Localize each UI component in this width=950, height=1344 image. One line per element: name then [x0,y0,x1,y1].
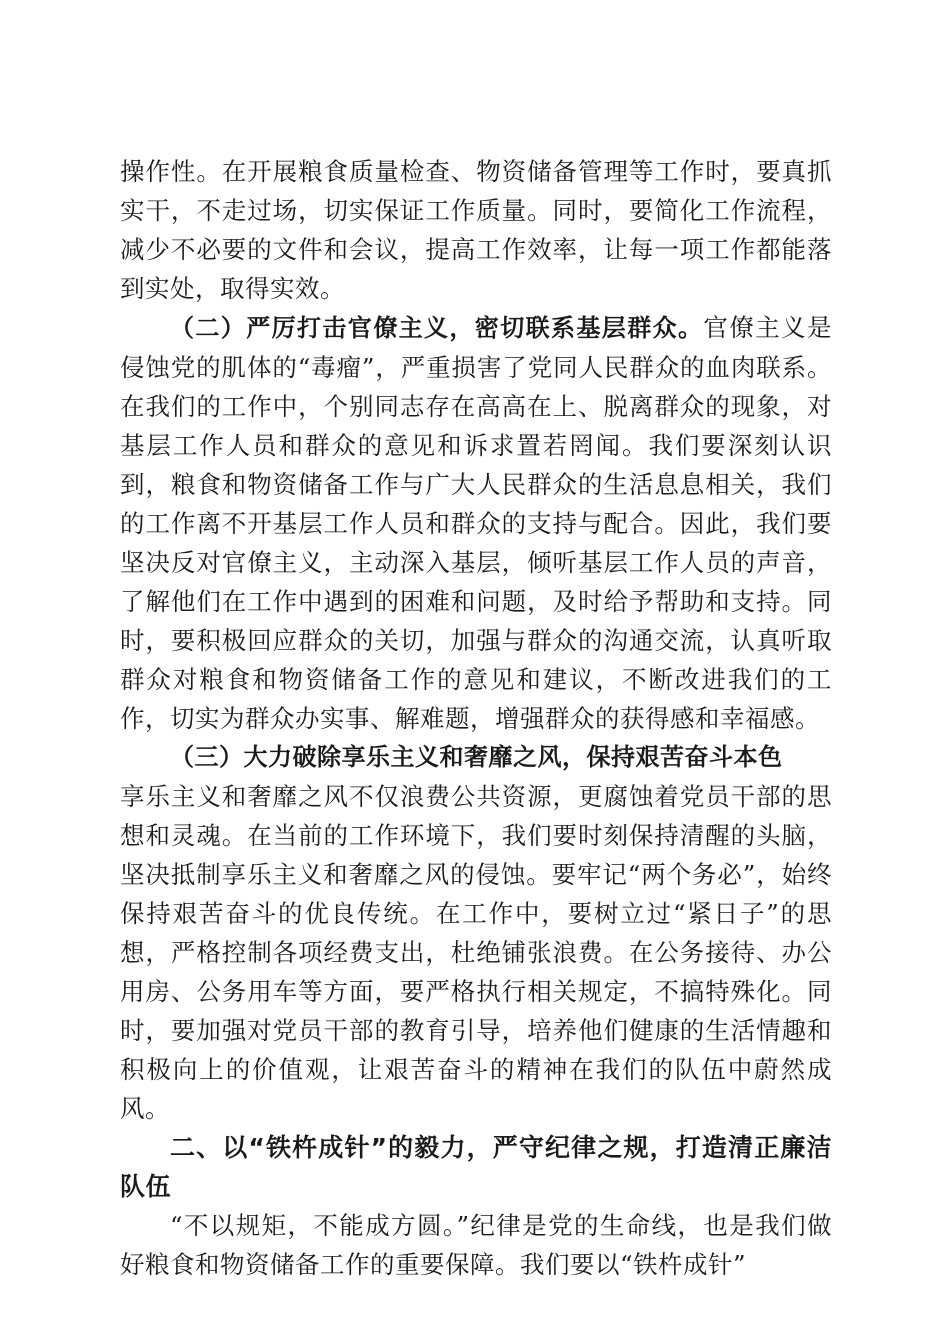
section-2-heading: （二）严厉打击官僚主义，密切联系基层群众。 [170,314,704,342]
part-2-body: “不以规矩，不能成方圆。”纪律是党的生命线，也是我们做好粮食和物资储备工作的重要保障。我们要以“铁杵成针” [120,1211,832,1279]
section-2-body: 官僚主义是侵蚀党的肌体的“毒瘤”，严重损害了党同人民群众的血肉联系。在我们的工作中，个别同志存在高高在上、脱离群众的现象，对基层工作人员和群众的意见和诉求置若罔闻。我们要深刻认识到，粮食和物资储备工作与广大人民群众的生活息息相关，我们的工作离不开基层工作人员和群众的支持与配合。因此，我们要坚决反对官僚主义，主动深入基层，倾听基层工作人员的声音，了解他们在工作中遇到的困难和问题，及时给予帮助和支持。同时，要积极回应群众的关切，加强与群众的沟通交流，认真听取群众对粮食和物资储备工作的意见和建议，不断改进我们的工作，切实为群众办实事、解难题，增强群众的获得感和幸福感。 [120,313,833,733]
document-body [120,152,832,1284]
section-3-heading: （三）大力破除享乐主义和奢靡之风，保持艰苦奋斗本色 [170,743,783,771]
section-2-paragraph [120,308,832,738]
section-3-body: 享乐主义和奢靡之风不仅浪费公共资源，更腐蚀着党员干部的思想和灵魂。在当前的工作环境下，我们要时刻保持清醒的头脑，坚决抵制享乐主义和奢靡之风的侵蚀。要牢记“两个务必”，始终保持艰苦奋斗的优良传统。在工作中，要树立过“紧日子”的思想，严格控制各项经费支出，杜绝铺张浪费。在公务接待、办公用房、公务用车等方面，要严格执行相关规定，不搞特殊化。同时，要加强对党员干部的教育引导，培养他们健康的生活情趣和积极向上的价值观，让艰苦奋斗的精神在我们的队伍中蔚然成风。 [120,782,832,1123]
paragraph-continued: 操作性。在开展粮食质量检查、物资储备管理等工作时，要真抓实干，不走过场，切实保证工作质量。同时，要简化工作流程，减少不必要的文件和会议，提高工作效率，让每一项工作都能落到实处，取得实效。 [120,157,832,303]
part-2-heading: 二、以“铁杵成针”的毅力，严守纪律之规，打造清正廉洁队伍 [120,1133,832,1201]
